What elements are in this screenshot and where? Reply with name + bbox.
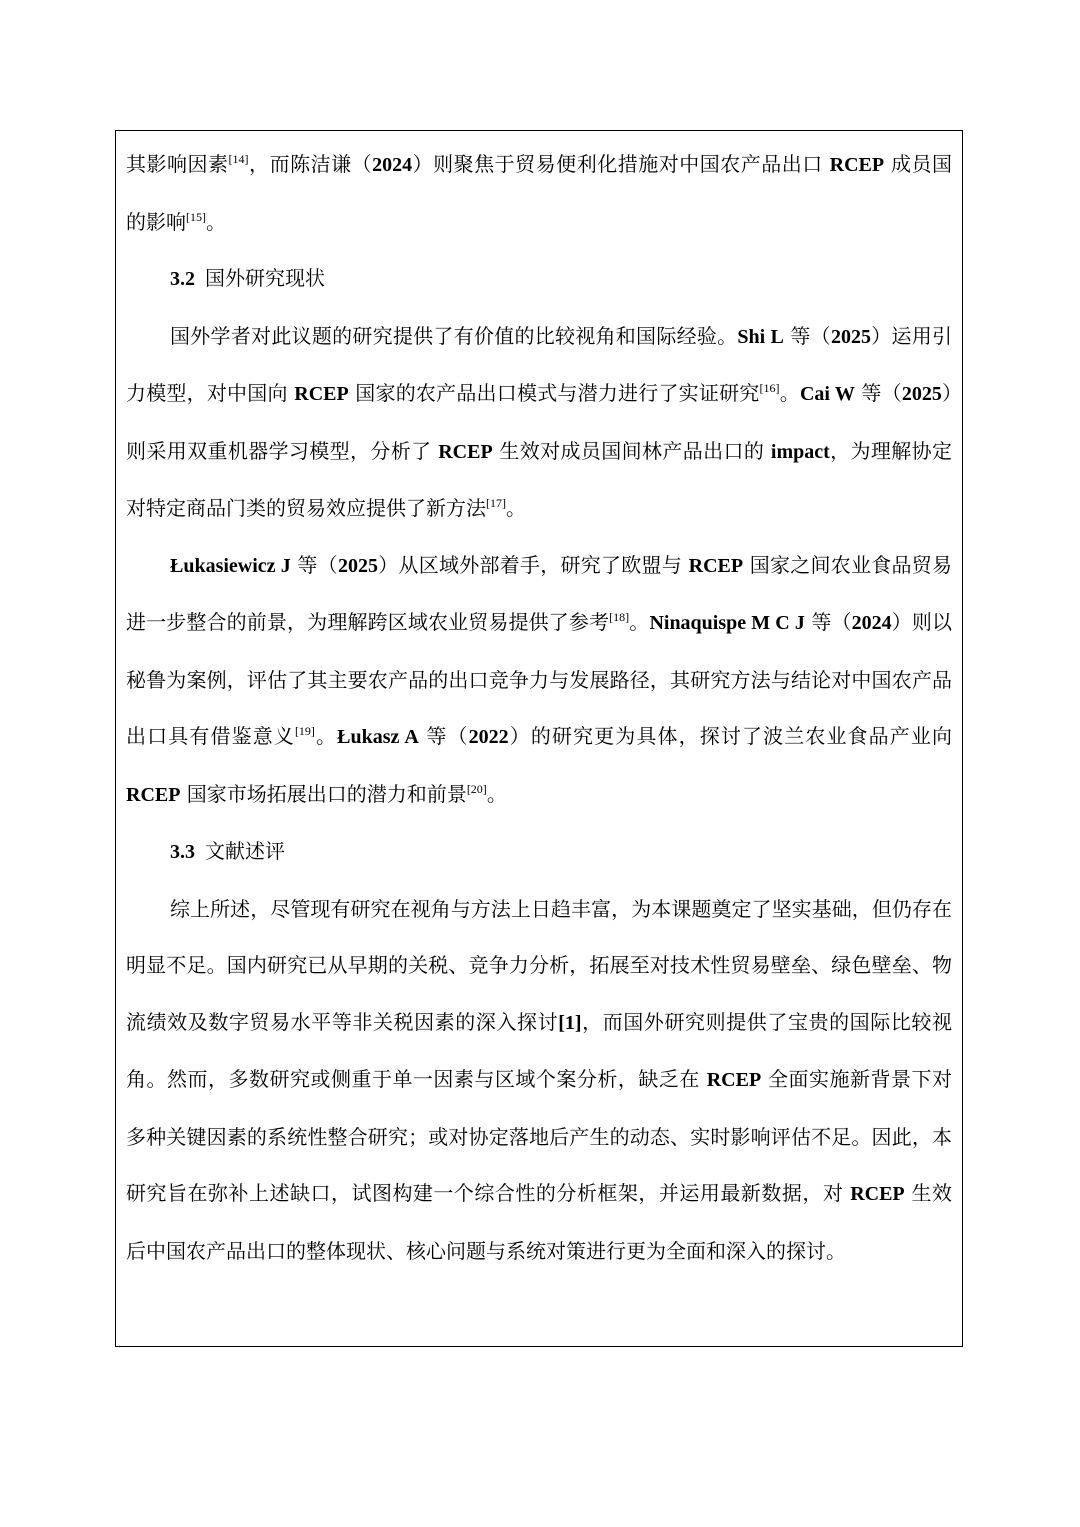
- text-segment: 等（: [804, 610, 852, 634]
- content-frame: [115, 130, 963, 1347]
- text-segment: 等（: [418, 724, 469, 748]
- citation-inline: [1]: [558, 1011, 582, 1034]
- text-segment: ）运用引力模型，对中国向: [126, 323, 953, 405]
- year: 2025: [830, 325, 871, 348]
- section-title: 国外研究现状: [205, 266, 325, 290]
- paragraph-foreign-research-2: [126, 537, 952, 824]
- text-segment: ）的研究更为具体，探讨了波兰农业食品产业向: [508, 724, 953, 748]
- text-segment: 等（: [783, 323, 831, 348]
- text-segment: 成员国的影响: [126, 152, 953, 234]
- text-segment: 生效后中国农产品出口的整体现状、核心问题与系统对策进行更为全面和深入的探讨。: [126, 1181, 953, 1263]
- year: 2025: [337, 554, 378, 577]
- text-segment: 生效对成员国间林产品出口的: [492, 438, 771, 463]
- section-heading-3-2: [126, 250, 952, 308]
- text-segment: 。: [486, 781, 507, 806]
- text-segment: 国家市场拓展出口的潜力和前景: [180, 781, 467, 806]
- text-segment: 。: [206, 209, 226, 234]
- text-segment: 全面实施新背景下对多种关键因素的系统性整合研究；或对协定落地后产生的动态、实时影响评估不足。因此，本研究旨在弥补上述缺口，试图构建一个综合性的分析框架，并运用最新数据，对: [126, 1067, 953, 1205]
- term-rcep: RCEP: [688, 554, 744, 577]
- text-segment: 。: [629, 610, 650, 634]
- year: 2024: [372, 154, 413, 176]
- text-segment: 。: [314, 724, 338, 748]
- term-rcep: RCEP: [706, 1069, 762, 1091]
- paragraph-literature-review: [126, 881, 952, 1280]
- term-rcep: RCEP: [294, 383, 349, 405]
- section-number: 3.3: [170, 841, 195, 863]
- term-rcep: RCEP: [829, 154, 885, 176]
- year: 2025: [901, 383, 942, 405]
- text-segment: ）则采用双重机器学习模型，分析了: [126, 381, 953, 463]
- text-segment: 国外学者对此议题的研究提供了有价值的比较视角和国际经验。: [170, 323, 738, 348]
- year: 2022: [468, 726, 509, 748]
- citation: [14]: [228, 152, 249, 166]
- citation: [19]: [294, 724, 315, 738]
- citation: [17]: [486, 496, 506, 510]
- text-segment: 。: [779, 381, 800, 405]
- author: Łukasz A: [337, 726, 419, 748]
- paragraph-domestic-continued: [126, 136, 952, 250]
- section-title: 文献述评: [205, 839, 285, 863]
- year: 2024: [851, 612, 892, 634]
- author: Shi L: [737, 325, 784, 348]
- text-segment: 国家之间农业食品贸易进一步整合的前景，为理解跨区域农业贸易提供了参考: [126, 552, 953, 634]
- text-segment: ，而陈洁谦（: [248, 152, 373, 176]
- citation: [15]: [186, 209, 206, 224]
- author: Łukasiewicz J: [170, 554, 291, 577]
- section-heading-3-3: [126, 823, 952, 881]
- term-rcep: RCEP: [126, 783, 181, 806]
- text-segment: ）则聚焦于贸易便利化措施对中国农产品出口: [412, 152, 830, 176]
- author: Ninaquispe M C J: [649, 612, 805, 634]
- term-rcep: RCEP: [438, 440, 493, 463]
- section-number: 3.2: [170, 268, 195, 290]
- text-segment: 国家的农产品出口模式与潜力进行了实证研究: [348, 381, 760, 405]
- text-segment: 。: [506, 496, 526, 520]
- citation: [18]: [609, 610, 630, 624]
- text-segment: ，为理解协定对特定商品门类的贸易效应提供了新方法: [126, 438, 953, 520]
- text-segment: ，而国外研究则提供了宝贵的国际比较视角。然而，多数研究或侧重于单一因素与区域个案分析，缺乏在: [126, 1009, 953, 1091]
- citation: [20]: [466, 781, 487, 796]
- document-body: [126, 136, 952, 1279]
- citation: [16]: [759, 381, 780, 395]
- term-rcep: RCEP: [850, 1183, 905, 1205]
- text-segment: ）从区域外部着手，研究了欧盟与: [377, 552, 689, 577]
- text-segment: 其影响因素: [126, 152, 229, 176]
- text-segment: 等（: [854, 381, 902, 405]
- paragraph-foreign-research: [126, 308, 952, 537]
- text-segment: 综上所述，尽管现有研究在视角与方法上日趋丰富，为本课题奠定了坚实基础，但仍存在明显不足。国内研究已从早期的关税、竞争力分析，拓展至对技术性贸易壁垒、绿色壁垒、物流绩效及数字贸易水平等非关税因素的深入探讨: [126, 896, 952, 1034]
- author: Cai W: [799, 383, 855, 405]
- term-impact: impact: [770, 440, 830, 463]
- text-segment: ）则以秘鲁为案例，评估了其主要农产品的出口竞争力与发展路径，其研究方法与结论对中国农产品出口具有借鉴意义: [126, 610, 953, 748]
- text-segment: 等（: [290, 552, 338, 577]
